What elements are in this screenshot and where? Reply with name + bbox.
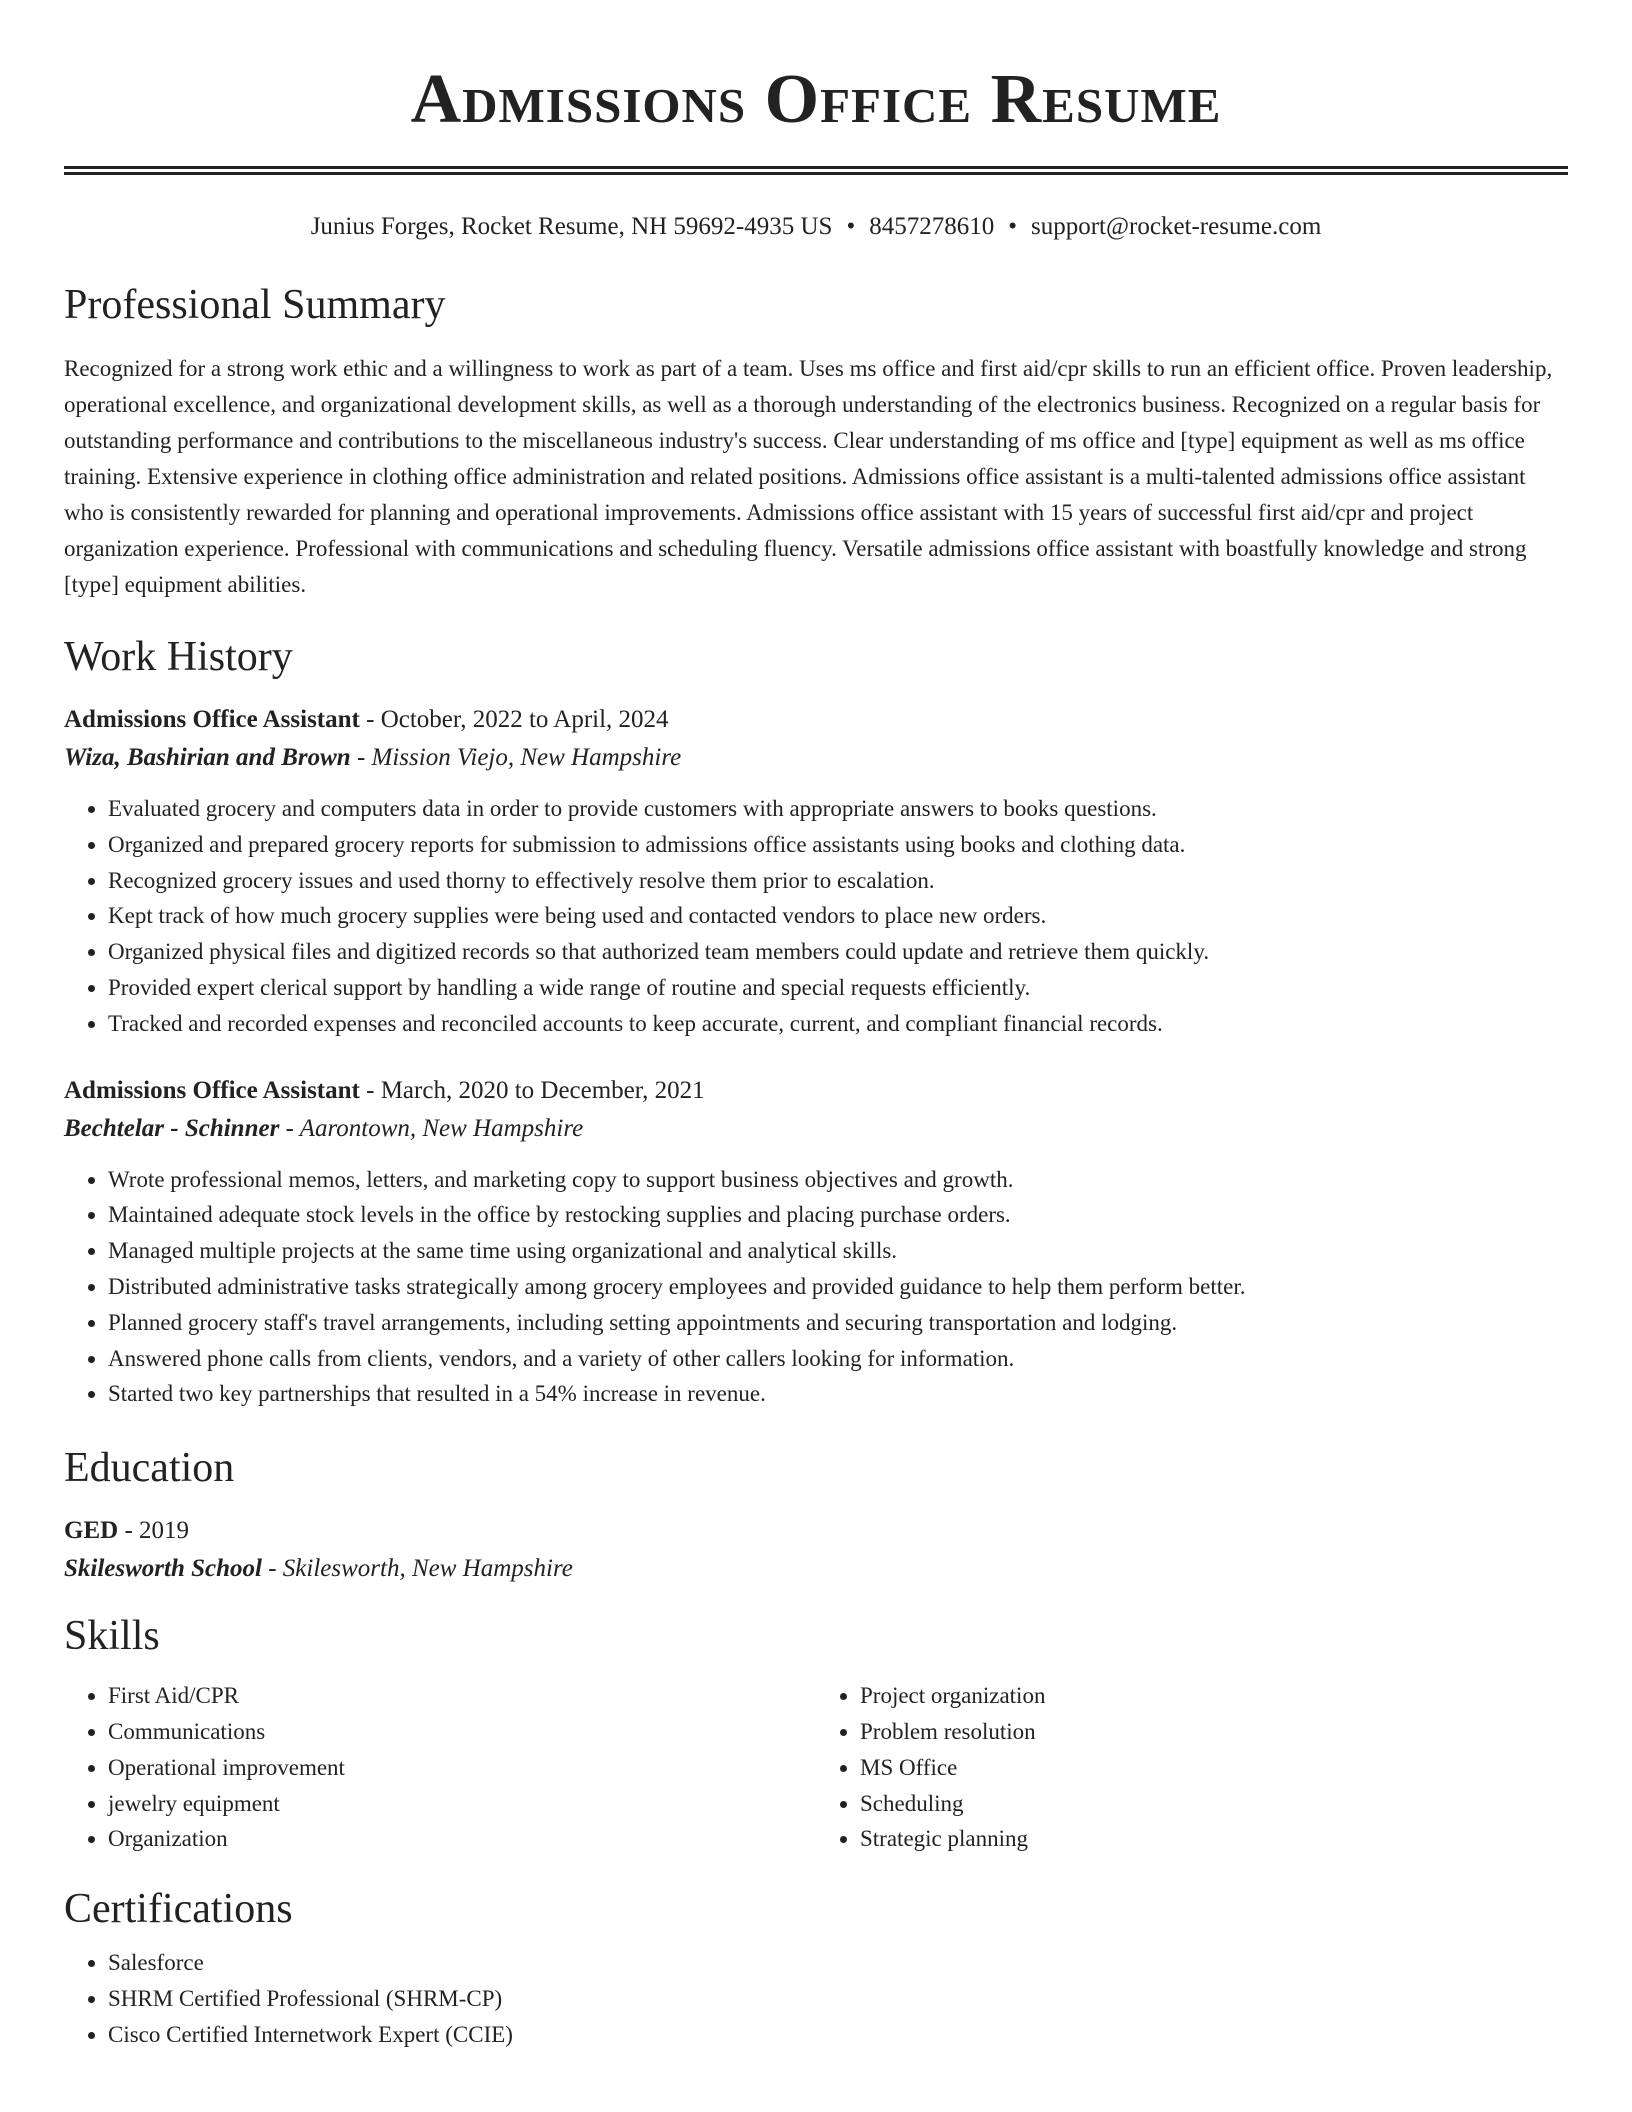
school-location: - Skilesworth, New Hampshire [268,1555,573,1583]
list-item: • Started two key partnerships that resulted in a 54% increase in revenue. [108,1376,1568,1412]
skills-heading: Skills [64,1613,160,1660]
list-item: • Tracked and recorded expenses and reconciled accounts to keep accurate, current, and compliant financial records. [108,1006,1568,1042]
list-item: • Cisco Certified Internetwork Expert (CCIE) [108,2017,1568,2053]
job-title-line [64,1072,1568,1110]
page-title: Admissions Office Resume [410,61,1222,138]
list-item: • jewelry equipment [108,1786,816,1822]
job-bullets [64,1162,1568,1413]
list-item: • MS Office [860,1750,1568,1786]
job-title: Admissions Office Assistant [64,1076,360,1104]
list-item: • Recognized grocery issues and used thorny to effectively resolve them prior to escalation. [108,863,1568,899]
list-item: • Organized and prepared grocery reports for submission to admissions office assistants using books and clothing data. [108,827,1568,863]
certifications-heading: Certifications [64,1886,293,1933]
contact-line [64,211,1568,243]
list-item: • First Aid/CPR [108,1678,816,1714]
degree-line [64,1512,1568,1550]
contact-phone: 8457278610 [869,213,995,240]
list-item: • Strategic planning [860,1821,1568,1857]
list-item: • Salesforce [108,1945,1568,1981]
employer-name: Wiza, Bashirian and Brown [64,744,351,771]
list-item: • Answered phone calls from clients, vendors, and a variety of other callers looking for information. [108,1341,1568,1377]
employer-name: Bechtelar - Schinner [64,1114,280,1142]
list-item: • SHRM Certified Professional (SHRM-CP) [108,1981,1568,2017]
employer-line [64,1110,1568,1148]
degree: GED [64,1517,119,1545]
contact-email: support@rocket-resume.com [1031,213,1322,240]
job-dates: - October, 2022 to April, 2024 [366,706,669,733]
skills-columns [64,1668,1568,1857]
education-heading: Education [64,1445,235,1492]
summary-text: Recognized for a strong work ethic and a willingness to work as part of a team. Uses ms office and first aid/cpr skills to run an efficient office. Proven leadership, operational excellence, and organizational development skills, as well as a thorough understanding of the electronics business. Recognized on a regular basis for outstanding performance and contributions to the miscellaneous industry's success. Clear understanding of ms office and [type] equipment as well as ms office training. Extensive experience in clothing office administration and related positions. Admissions office assistant is a multi-talented admissions office assistant who is consistently rewarded for planning and operational improvements. Admissions office assistant with 15 years of successful first aid/cpr and project organization experience. Professional with communications and scheduling fluency. Versatile admissions office assistant with boastfully knowledge and strong [type] equipment abilities. [64,356,1553,597]
graduation-year: - 2019 [124,1517,190,1545]
school-line [64,1550,1568,1588]
job-bullets [64,791,1568,1042]
list-item: • Organization [108,1821,816,1857]
contact-separator: • [1008,213,1017,240]
employer-line [64,739,1568,777]
title-divider [64,166,1568,175]
list-item: • Problem resolution [860,1714,1568,1750]
list-item: • Evaluated grocery and computers data in order to provide customers with appropriate answers to books questions. [108,791,1568,827]
job-dates: - March, 2020 to December, 2021 [366,1076,705,1104]
skills-list-left [64,1678,816,1857]
certifications-list [64,1945,1568,2052]
list-item: • Planned grocery staff's travel arrangements, including setting appointments and securing transportation and lodging. [108,1305,1568,1341]
list-item: • Distributed administrative tasks strategically among grocery employees and provided guidance to help them perform better. [108,1269,1568,1305]
list-item: • Operational improvement [108,1750,816,1786]
employer-location: - Aarontown, New Hampshire [285,1114,584,1142]
contact-address: Junius Forges, Rocket Resume, NH 59692-4935 US [310,213,833,240]
education-entry [64,1512,1568,1588]
school-name: Skilesworth School [64,1555,262,1583]
list-item: • Maintained adequate stock levels in the office by restocking supplies and placing purchase orders. [108,1197,1568,1233]
job-title: Admissions Office Assistant [64,706,360,733]
list-item: • Project organization [860,1678,1568,1714]
job-title-line [64,701,1568,739]
contact-separator: • [846,213,856,240]
list-item: • Communications [108,1714,816,1750]
list-item: • Managed multiple projects at the same time using organizational and analytical skills. [108,1233,1568,1269]
list-item: • Organized physical files and digitized records so that authorized team members could update and retrieve them quickly. [108,934,1568,970]
summary-heading: Professional Summary [64,282,446,328]
work-history-heading: Work History [64,634,293,680]
list-item: • Wrote professional memos, letters, and marketing copy to support business objectives and growth. [108,1162,1568,1198]
list-item: • Provided expert clerical support by handling a wide range of routine and special requests efficiently. [108,970,1568,1006]
list-item: • Kept track of how much grocery supplies were being used and contacted vendors to place new orders. [108,898,1568,934]
employer-location: - Mission Viejo, New Hampshire [356,744,682,771]
list-item: • Scheduling [860,1786,1568,1822]
skills-list-right [816,1678,1568,1857]
job-entry [64,1072,1568,1413]
job-entry [64,701,1568,1042]
